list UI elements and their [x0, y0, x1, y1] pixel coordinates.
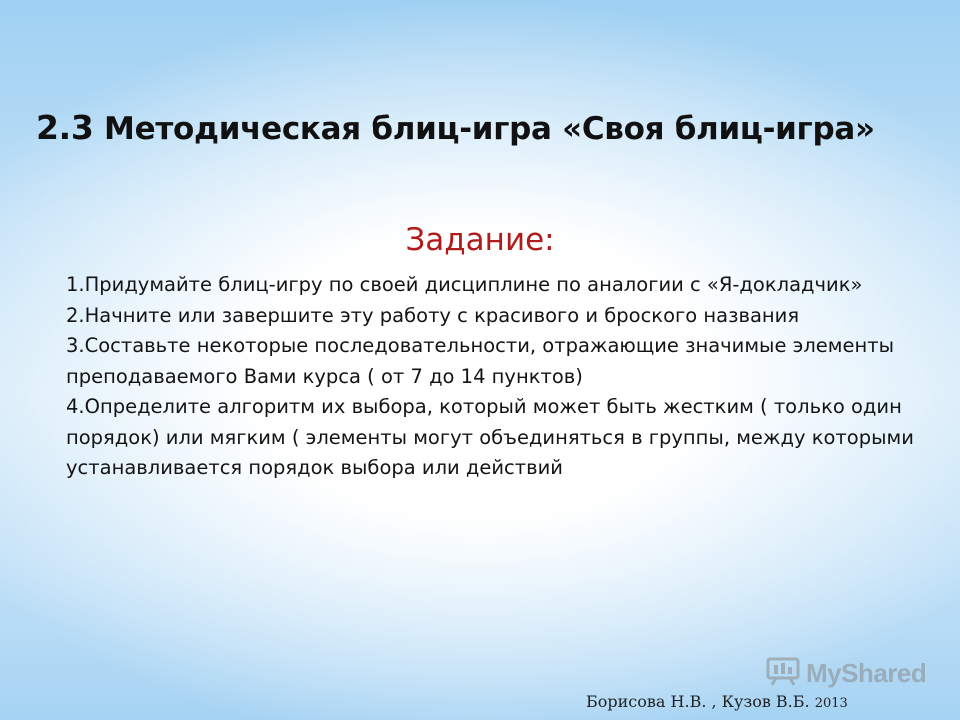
presentation-board-icon	[766, 656, 800, 690]
task-item-2: 2.Начните или завершите эту работу с красивого и броского названия	[66, 303, 800, 327]
title-text: Методическая блиц-игра «Своя блиц-игра»	[93, 111, 875, 147]
slide-title	[36, 108, 936, 147]
footer-year: 2013	[814, 696, 848, 711]
watermark	[766, 656, 926, 690]
task-item-4: 4.Определите алгоритм их выбора, который может быть жестким ( только один порядок) или мягким ( элементы могут объединяться в группы, между которыми устанавливается порядок выбора или действий	[66, 395, 914, 479]
title-number: 2.3	[36, 108, 94, 147]
task-item-1: 1.Придумайте блиц-игру по своей дисциплине по аналогии с «Я-докладчик»	[66, 273, 863, 296]
footer-authors: Борисова Н.В. , Кузов В.Б.	[586, 692, 815, 711]
task-list	[66, 270, 926, 484]
footer-credit	[586, 692, 848, 711]
watermark-text: MyShared	[806, 657, 927, 688]
task-item-3: 3.Составьте некоторые последовательности, отражающие значимые элементы преподаваемого Вами курса ( от 7 до 14 пунктов)	[66, 334, 895, 388]
task-heading: Задание:	[405, 222, 555, 258]
